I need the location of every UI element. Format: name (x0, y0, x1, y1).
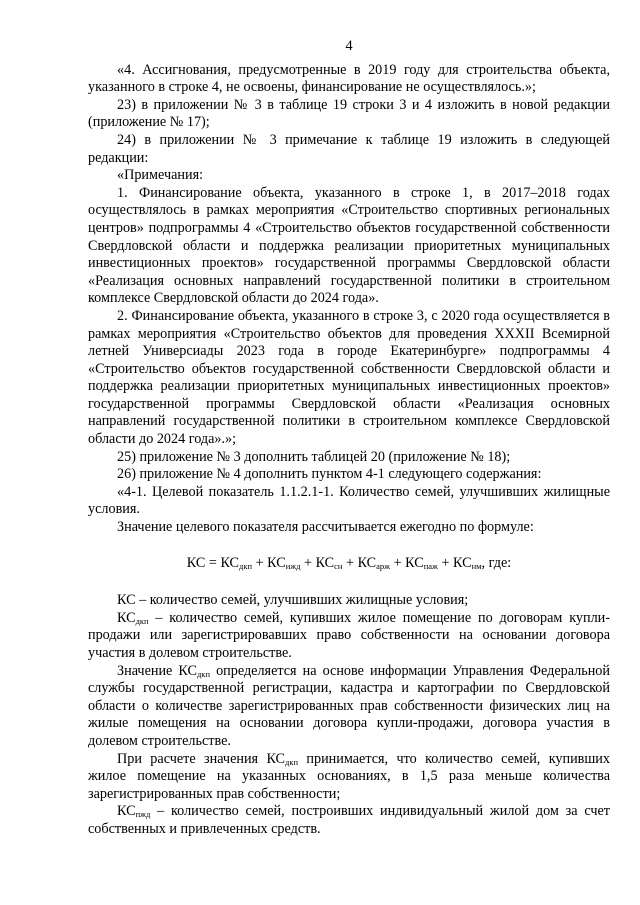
formula-sub-nm: нм (471, 560, 482, 571)
paragraph-appropriations: «4. Ассигнования, предусмотренные в 2019 году для строительства объекта, указанного в строке 4, не освоены, финансирование не осуществлялось.»; (88, 61, 610, 96)
definition-ks-dkp-sub: дкп (135, 615, 149, 626)
paragraph-note-1: 1. Финансирование объекта, указанного в строке 1, в 2017–2018 годах осуществлялось в рамках мероприятия «Строительство спортивных региональных центров» подпрограммы 4 «Строительство объектов государственной собственности Свердловской области и поддержка реализации приоритетных муниципальных инвестиционных проектов» государственной программы Свердловской области «Реализация основных направлений государственной политики в строительном комплексе Свердловской области до 2024 года». (88, 184, 610, 307)
definition-ks-izhd-symbol: КС (117, 803, 136, 820)
paragraph-value-dkp (88, 663, 610, 751)
paragraph-item-26: 26) приложение № 4 дополнить пунктом 4-1 следующего содержания: (117, 466, 542, 483)
paragraph-notes-heading: «Примечания: (117, 167, 204, 184)
definition-ks-dkp (88, 610, 610, 663)
formula-sub-dkp: дкп (239, 560, 253, 571)
definition-ks-izhd (88, 803, 610, 838)
definition-ks-izhd-text: – количество семей, построивших индивидуальный жилой дом за счет собственных и привлеченных средств. (88, 803, 610, 837)
paragraph-item-25: 25) приложение № 3 дополнить таблицей 20 (приложение № 18); (117, 448, 511, 465)
formula-plus-4: + КС (390, 554, 424, 571)
calc-dkp-prefix: При расчете значения КС (117, 750, 286, 767)
calc-dkp-text: принимается, что количество семей, купивших жилое помещение на указанных основаниях, в 1,5 раза меньше количества зарегистрированных прав собственности; (88, 750, 610, 802)
paragraph-formula-intro: Значение целевого показателя рассчитывается ежегодно по формуле: (117, 519, 534, 536)
calc-dkp-sub: дкп (285, 756, 299, 767)
formula-lhs: КС = КС (186, 554, 240, 571)
formula-plus-2: + КС (300, 554, 335, 571)
formula-tail: , где: (481, 554, 512, 571)
formula (88, 555, 610, 573)
paragraph-indicator-4-1: «4-1. Целевой показатель 1.1.2.1-1. Количество семей, улучшивших жилищные условия. (88, 483, 610, 518)
paragraph-item-23: 23) в приложении № 3 в таблице 19 строки 3 и 4 изложить в новой редакции (приложение № 17); (88, 96, 610, 131)
formula-sub-sn: сн (334, 560, 343, 571)
value-dkp-sub: дкп (196, 668, 210, 679)
definition-ks-izhd-sub: пжд (135, 809, 151, 820)
value-dkp-prefix: Значение КС (117, 662, 197, 679)
formula-sub-arzh: арж (376, 560, 391, 571)
document-page (88, 38, 610, 839)
definition-ks-dkp-text: – количество семей, купивших жилое помещение по договорам купли-продажи или зарегистрировавших право собственности на основании договора участия в долевом строительстве. (88, 609, 610, 661)
formula-sub-pazh: паж (423, 560, 438, 571)
paragraph-item-24: 24) в приложении № 3 примечание к таблице 19 изложить в следующей редакции: (88, 131, 610, 166)
definition-ks: КС – количество семей, улучшивших жилищные условия; (117, 592, 469, 609)
page-number: 4 (345, 38, 353, 54)
paragraph-calc-dkp (88, 751, 610, 804)
value-dkp-text: определяется на основе информации Управления Федеральной службы государственной регистрации, кадастра и картографии по Свердловской области о количестве зарегистрированных прав собственности физических лиц на жилые помещения на основании договора купли-продажи, договора участия в долевом строительстве. (88, 662, 610, 749)
paragraph-note-2: 2. Финансирование объекта, указанного в строке 3, с 2020 года осуществляется в рамках мероприятия «Строительство объектов для проведения XXXII Всемирной летней Универсиады 2023 года в городе Екатеринбурге» подпрограммы 4 «Строительство объектов государственной собственности Свердловской области и поддержка реализации приоритетных муниципальных инвестиционных проектов» государственной программы Свердловской области «Реализация основных направлений государственной политики в строительном комплексе Свердловской области до 2024 года».»; (88, 307, 610, 448)
formula-plus-1: + КС (252, 554, 286, 571)
definition-ks-dkp-symbol: КС (117, 609, 136, 626)
formula-plus-3: + КС (342, 554, 377, 571)
formula-sub-izhd: ижд (285, 560, 301, 571)
formula-plus-5: + КС (437, 554, 472, 571)
